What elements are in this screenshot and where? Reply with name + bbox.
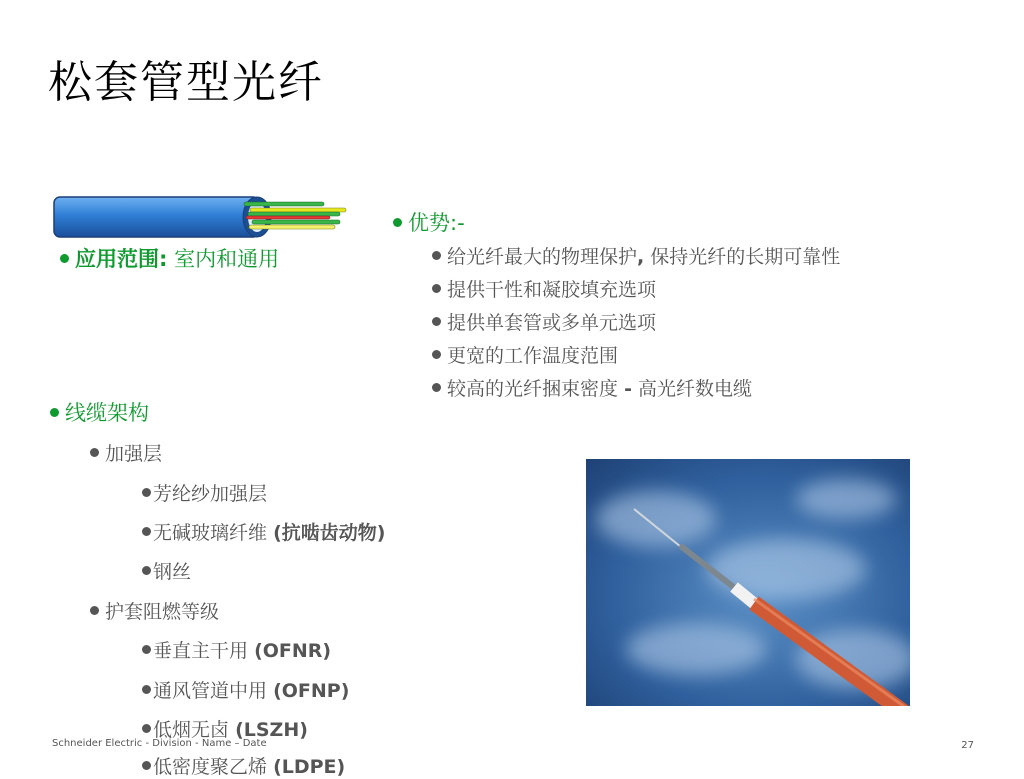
- bullet-dot-icon: [432, 284, 441, 293]
- advantage-tail: 高光纤数电缆: [638, 378, 753, 400]
- structure-heading: [50, 397, 149, 427]
- bullet-dot-icon: [432, 383, 441, 392]
- bullet-dot-icon: [432, 350, 441, 359]
- bullet-dot-icon: [142, 566, 151, 575]
- structure-item: [142, 518, 385, 545]
- bullet-dot-icon: [142, 488, 151, 497]
- bullet-dot-icon: [142, 685, 151, 694]
- advantage-text: 较高的光纤捆束密度: [447, 378, 619, 400]
- structure-item-text: 钢丝: [153, 561, 192, 583]
- bullet-dot-icon: [432, 251, 441, 260]
- structure-heading-text: 线缆架构: [65, 401, 149, 425]
- structure-item: [142, 752, 345, 779]
- advantage-tail: 保持光纤的长期可靠性: [650, 246, 841, 268]
- bullet-dot-icon: [432, 317, 441, 326]
- structure-item-text: 低烟无卤: [153, 719, 230, 741]
- advantage-item: [432, 242, 840, 269]
- structure-group-label: [90, 597, 219, 624]
- group-label-text: 护套阻燃等级: [105, 601, 220, 623]
- advantage-punct: ,: [637, 246, 645, 268]
- bullet-dot-icon: [142, 527, 151, 536]
- structure-item: [142, 479, 267, 506]
- advantage-punct: -: [624, 378, 632, 400]
- structure-group-label: [90, 439, 162, 466]
- bullet-dot-icon: [90, 606, 99, 615]
- bullet-dot-icon: [50, 408, 59, 417]
- bullet-dot-icon: [60, 254, 69, 263]
- slide-footer: Schneider Electric - Division - Name – Date: [52, 738, 267, 749]
- advantage-item: [432, 275, 656, 302]
- advantage-item: [432, 308, 656, 335]
- fiber-cable-photo: [586, 459, 910, 706]
- bullet-dot-icon: [142, 645, 151, 654]
- advantages-heading-text: 优势:-: [408, 211, 465, 235]
- application-label: 应用范围:: [75, 247, 168, 271]
- structure-item-note: (OFNR): [254, 640, 332, 662]
- advantage-item: [432, 341, 618, 368]
- advantages-heading: [393, 207, 465, 237]
- structure-item-note: (抗啮齿动物): [273, 522, 386, 544]
- loose-tube-cable-illustration: [52, 192, 352, 242]
- advantage-item: [432, 374, 752, 401]
- bullet-dot-icon: [90, 448, 99, 457]
- page-number: 27: [961, 740, 974, 751]
- structure-item-text: 通风管道中用: [153, 680, 268, 702]
- structure-item-text: 低密度聚乙烯: [153, 756, 268, 778]
- application-scope: [60, 243, 279, 273]
- advantage-text: 给光纤最大的物理保护: [447, 246, 638, 268]
- structure-item: [142, 676, 349, 703]
- advantage-text: 更宽的工作温度范围: [447, 345, 619, 367]
- structure-item-text: 芳纶纱加强层: [153, 483, 268, 505]
- structure-item-note: (LDPE): [273, 756, 346, 778]
- structure-item-note: (OFNP): [273, 680, 350, 702]
- bullet-dot-icon: [142, 724, 151, 733]
- bullet-dot-icon: [393, 218, 402, 227]
- application-value: 室内和通用: [174, 247, 280, 271]
- structure-item: [142, 557, 191, 584]
- structure-item: [142, 636, 331, 663]
- group-label-text: 加强层: [105, 443, 163, 465]
- structure-item-text: 垂直主干用: [153, 640, 249, 662]
- advantage-text: 提供单套管或多单元选项: [447, 312, 657, 334]
- structure-item-note: (LSZH): [235, 719, 308, 741]
- advantage-text: 提供干性和凝胶填充选项: [447, 279, 657, 301]
- slide-title: 松套管型光纤: [48, 57, 324, 108]
- bullet-dot-icon: [142, 761, 151, 770]
- structure-item-text: 无碱玻璃纤维: [153, 522, 268, 544]
